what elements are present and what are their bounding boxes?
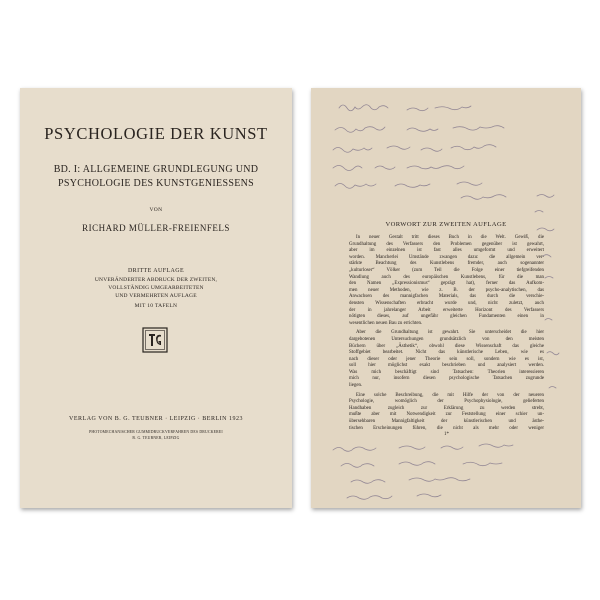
preface-line: Handhaben zugleich zur Erklärung zu werden strebt,	[349, 405, 544, 411]
preface-line: In neuer Gestalt tritt dieses Buch in die Welt. Gewiß, die	[356, 235, 544, 240]
preface-line: mich nur, insofern diesen psychologische Tatsachen zugrunde	[349, 376, 544, 382]
edition-note-line-3: UND VERMEHRTEN AUFLAGE	[115, 293, 197, 299]
preface-line: stärkte Beachtung des Kunstlebens fremder, auch sogenannter	[349, 261, 544, 267]
preface-line: Stoffgebiet bearbeitet. Nicht das künstlerische Leben, wie es	[349, 350, 544, 356]
preface-line: nach dieser oder jener Theorie sein soll, sondern wie es ist,	[349, 356, 544, 362]
book-subtitle-line-2: PSYCHOLOGIE DES KUNSTGENIESSENS	[58, 178, 254, 189]
preface-page	[311, 88, 581, 508]
preface-line: der in jahrelanger Arbeit erweiterte Horizont des Verfassers	[349, 307, 544, 313]
preface-line: den Namen „Expressionismus“ geprägt hat), ferner das Aufkom-	[349, 281, 544, 287]
page-marker: 1*	[444, 432, 449, 438]
preface-line: Was mich beschäftigt sind Tatsachen: Theorien interessieren	[349, 369, 544, 375]
book-subtitle-line-1: BD. I: ALLGEMEINE GRUNDLEGUNG UND	[53, 164, 259, 175]
preface-line: Anwachsen des mannigfachen Materials, das durch die verschie-	[349, 294, 544, 300]
publisher-line: VERLAG VON B. G. TEUBNER · LEIPZIG · BERLIN 1923	[69, 416, 243, 422]
preface-line: „kulturloser“ Völker (zum Teil die Folge einer tiefgreifenden	[349, 267, 544, 273]
print-note-line-1: PHOTOMECHANISCHER GUMMIDRUCKVERFAHREN DES DRUCKEREI	[89, 430, 223, 434]
preface-line: soll hier möglichst exakt beschrieben und analysiert werden.	[349, 363, 544, 369]
preface-line: wesentlichen neuen Bau zu errichten.	[349, 320, 423, 326]
preface-line: Wandlung auch des europäischen Kunstlebens, für die man	[349, 274, 544, 280]
author-name: RICHARD MÜLLER-FREIENFELS	[82, 223, 230, 233]
preface-line: liegen.	[349, 383, 363, 389]
preface-line: dargebotenen Untersuchungen grundsätzlich von den meisten	[349, 336, 544, 342]
title-page	[20, 88, 292, 508]
preface-line: übersehbaren Mannigfaltigkeit der künstlerischen und ästhe-	[349, 419, 544, 425]
preface-line: Eine solche Beschreibung, die mit Hilfe der von der neueren	[356, 392, 544, 398]
preface-line: Grundhaltung des Verfassers den Problemen gegenüber ist gewahrt,	[349, 241, 544, 247]
preface-line: Psychologie, womöglich der Psychophysiologie, gelieferten	[349, 399, 544, 405]
preface-line: Aber die Grundhaltung ist gewahrt. Sie unterscheidet die hier	[356, 330, 544, 336]
preface-line: nötigten dieses, auf ungefähr gleichen Fundamenten einen in	[349, 314, 544, 320]
publisher-monogram-icon	[142, 327, 168, 353]
preface-line: men neuer Methoden, wie z. B. der psycho-analytischen, das	[349, 287, 544, 293]
edition-label: DRITTE AUFLAGE	[127, 268, 185, 274]
preface-line: densten Wissenschaften erbracht wurde und, nicht zuletzt, auch	[349, 300, 544, 306]
by-label: VON	[149, 207, 163, 213]
preface-line: tischen Erscheinungen führen, die nicht als mehr oder weniger	[349, 425, 544, 431]
preface-line: Büchern über „Ästhetik“, obwohl diese Wissenschaft das gleiche	[349, 343, 544, 349]
preface-line: aber im einzelnen ist fast alles umgeformt und erweitert	[349, 248, 544, 254]
preface-heading: VORWORT ZUR ZWEITEN AUFLAGE	[385, 221, 507, 228]
preface-body	[349, 235, 544, 439]
edition-note-line-1: UNVERÄNDERTER ABDRUCK DER ZWEITEN,	[94, 277, 218, 283]
print-note-line-2: B. G. TEUBNER, LEIPZIG	[132, 436, 180, 440]
plates-note: MIT 10 TAFELN	[134, 303, 178, 309]
preface-line: mußte aber mit Notwendigkeit zur Feststellung einer schier un-	[349, 412, 544, 418]
preface-line: worden. Mancherlei Umstände zwangen dazu: die allgemein ver-	[349, 254, 544, 260]
edition-note-line-2: VOLLSTÄNDIG UMGEARBEITETEN	[108, 285, 204, 291]
book-title: PSYCHOLOGIE DER KUNST	[44, 124, 268, 143]
